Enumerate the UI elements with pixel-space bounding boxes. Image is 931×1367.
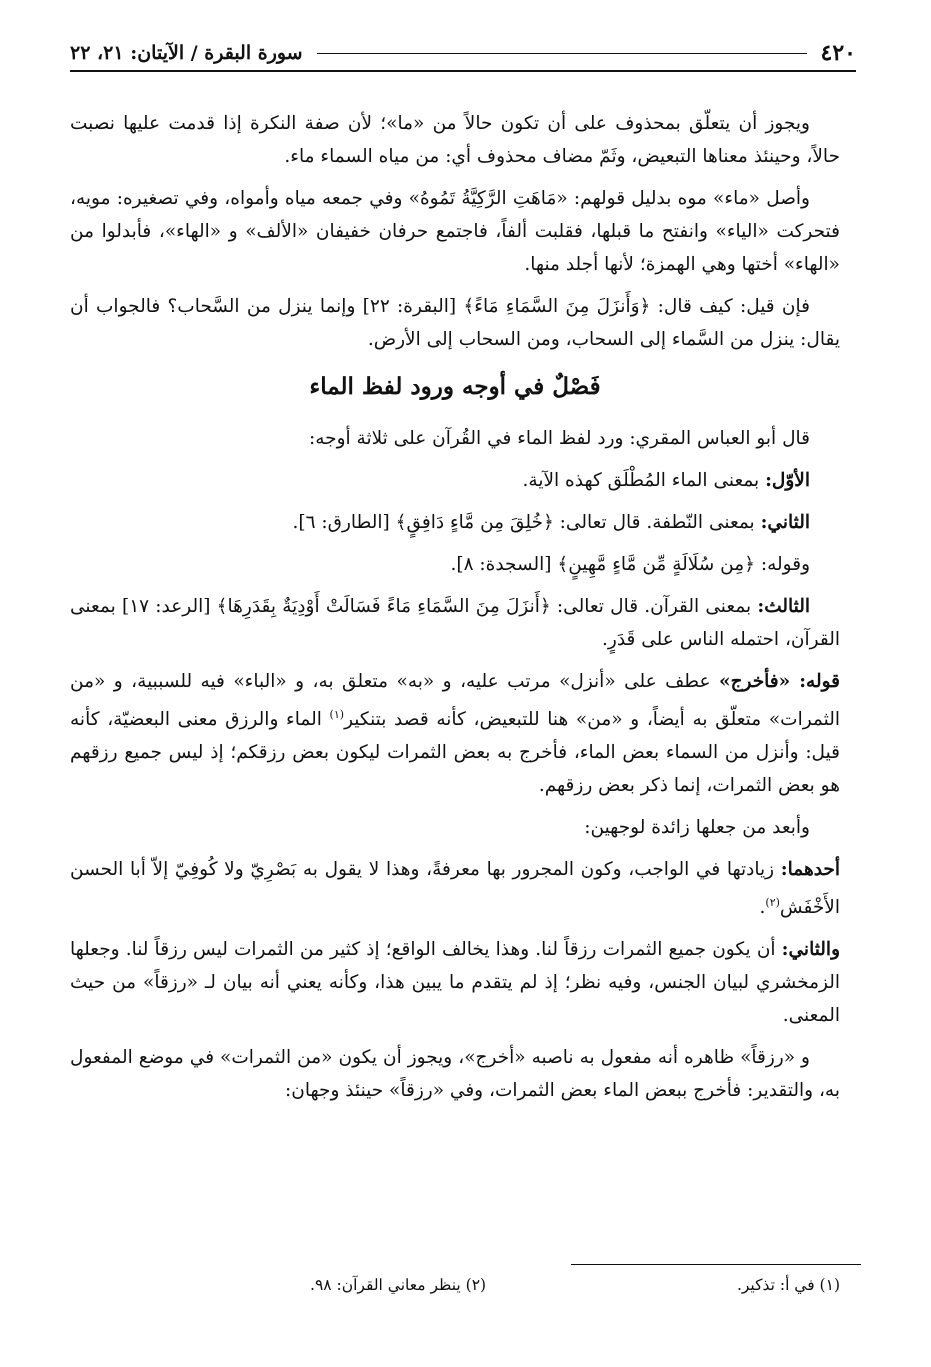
footnote-ref-2[interactable]: (٢)	[765, 896, 780, 910]
first-reason-text: زيادتها في الواجب، وكون المجرور بها معرفةً، وهذا لا يقول به بَصْرِيّ ولا كُوفِيّ إلاّ أبا الحسن الأَخْفَش	[70, 859, 840, 919]
page-body	[70, 107, 840, 1116]
paragraph-1: ويجوز أن يتعلّق بمحذوف على أن تكون حالاً من «ما»؛ لأن صفة النكرة إذا قدمت عليها نصبت حالاً، وحينئذ معناها التبعيض، وثَمّ مضاف محذوف أي: من مياه السماء ماء.	[70, 113, 840, 167]
tafsir-rizqan: و «رزقاً» ظاهره أنه مفعول به ناصبه «أخرج»، ويجوز أن يكون «من الثمرات» في موضع المفعول به، والتقدير: فأخرج ببعض الماء بعض الثمرات، وفي «رزقاً» حينئذ وجهان:	[70, 1047, 840, 1102]
second-text: بمعنى النّطفة. قال تعالى: ﴿خُلِقَ مِن مَّاءٍ دَافِقٍ﴾ [الطارق: ٦].	[292, 512, 761, 533]
page-number: ٤٢٠	[820, 40, 856, 66]
tafsir-second-reason	[70, 933, 840, 1032]
paragraph-2: وأصل «ماء» موه بدليل قولهم: «مَاهَتِ الرَّكِيَّةُ تَمُوهُ» وفي جمعه مياه وأمواه، وفي تصغيره: مويه، فتحركت «الياء» وانفتح ما قبلها، فقلبت ألفاً، فاجتمع حرفان خفيفان «الألف» و «الهاء»، فأبدلوا من «الهاء» أختها وهي الهمزة؛ لأنها أجلد منها.	[70, 188, 840, 275]
third-text: بمعنى القرآن. قال تعالى: ﴿أَنزَلَ مِنَ السَّمَاءِ مَاءً فَسَالَتْ أَوْدِيَةٌ بِقَدَرِهَا﴾ [الرعد: ١٧] بمعنى القرآن، احتمله الناس على قَدَرٍ.	[70, 596, 840, 650]
footnotes	[70, 1276, 840, 1294]
qawluhu-text: عطف على «أنزل» مرتب عليه، و «به» متعلق به، و «الباء» فيه للسببية، و «من الثمرات» متعلّق به أيضاً، و «من» هنا للتبعيض، كأنه قصد بتنكير	[70, 671, 840, 731]
first-reason-label: أحدهما:	[780, 859, 840, 881]
tafsir-farther: وأبعد من جعلها زائدة لوجهين:	[584, 817, 810, 839]
section-intro: قال أبو العباس المقري: ورد لفظ الماء في القُرآن على ثلاثة أوجه:	[308, 428, 810, 449]
section-first	[70, 464, 840, 497]
first-reason-end: .	[759, 897, 766, 919]
second-reason-label: والثاني:	[781, 939, 840, 961]
section-second	[70, 506, 840, 539]
second-label: الثاني:	[760, 512, 810, 533]
footnote-ref-1[interactable]: (١)	[329, 708, 345, 721]
first-label: الأوّل:	[765, 470, 810, 491]
footnote-1: (١) في أ: تذكير.	[736, 1276, 840, 1294]
footnote-2: (٢) ينظر معاني القرآن: ٩٨.	[310, 1276, 487, 1294]
section-title: فَصْلٌ في أوجه ورود لفظ الماء	[309, 373, 601, 400]
first-text: بمعنى الماء المُطْلَق كهذه الآية.	[522, 470, 766, 491]
qawluhu-label: قوله: «فأخرج»	[719, 671, 841, 692]
tafsir-qawluhu	[70, 665, 840, 802]
qawluhu-text-2: الماء والرزق معنى البعضيّة، كأنه قيل: وأنزل من السماء بعض الماء، فأخرج به بعض الثمرات ليكون بعض رزقكم؛ إذ ليس جميع رزقهم هو بعض الثمرات، إنما ذكر بعض رزقهم.	[70, 709, 840, 797]
third-label: الثالث:	[757, 596, 811, 617]
section-second-more: وقوله: ﴿مِن سُلَالَةٍ مِّن مَّاءٍ مَّهِينٍ﴾ [السجدة: ٨].	[450, 554, 810, 575]
footnote-rule	[571, 1264, 861, 1265]
section-third	[70, 590, 840, 656]
second-reason-text: أن يكون جميع الثمرات رزقاً لنا. وهذا يخالف الواقع؛ إذ كثير من الثمرات ليس رزقاً لنا. وجعلها الزمخشري لبيان الجنس، وفيه نظر؛ إذ لم يتقدم ما يبين هذا، وكأنه يعني أنه بيان لـ «رزقاً» من حيث المعنى.	[70, 939, 840, 1027]
paragraph-3: فإن قيل: كيف قال: ﴿وَأَنزَلَ مِنَ السَّمَاءِ مَاءً﴾ [البقرة: ٢٢] وإنما ينزل من السَّحاب؟ فالجواب أن يقال: ينزل من السَّماء إلى السحاب، ومن السحاب إلى الأرض.	[70, 296, 840, 350]
page-header	[70, 36, 856, 72]
header-rule	[317, 53, 807, 54]
tafsir-first-reason	[70, 853, 840, 924]
running-title: سورة البقرة / الآيتان: ٢١، ٢٢	[70, 42, 303, 64]
